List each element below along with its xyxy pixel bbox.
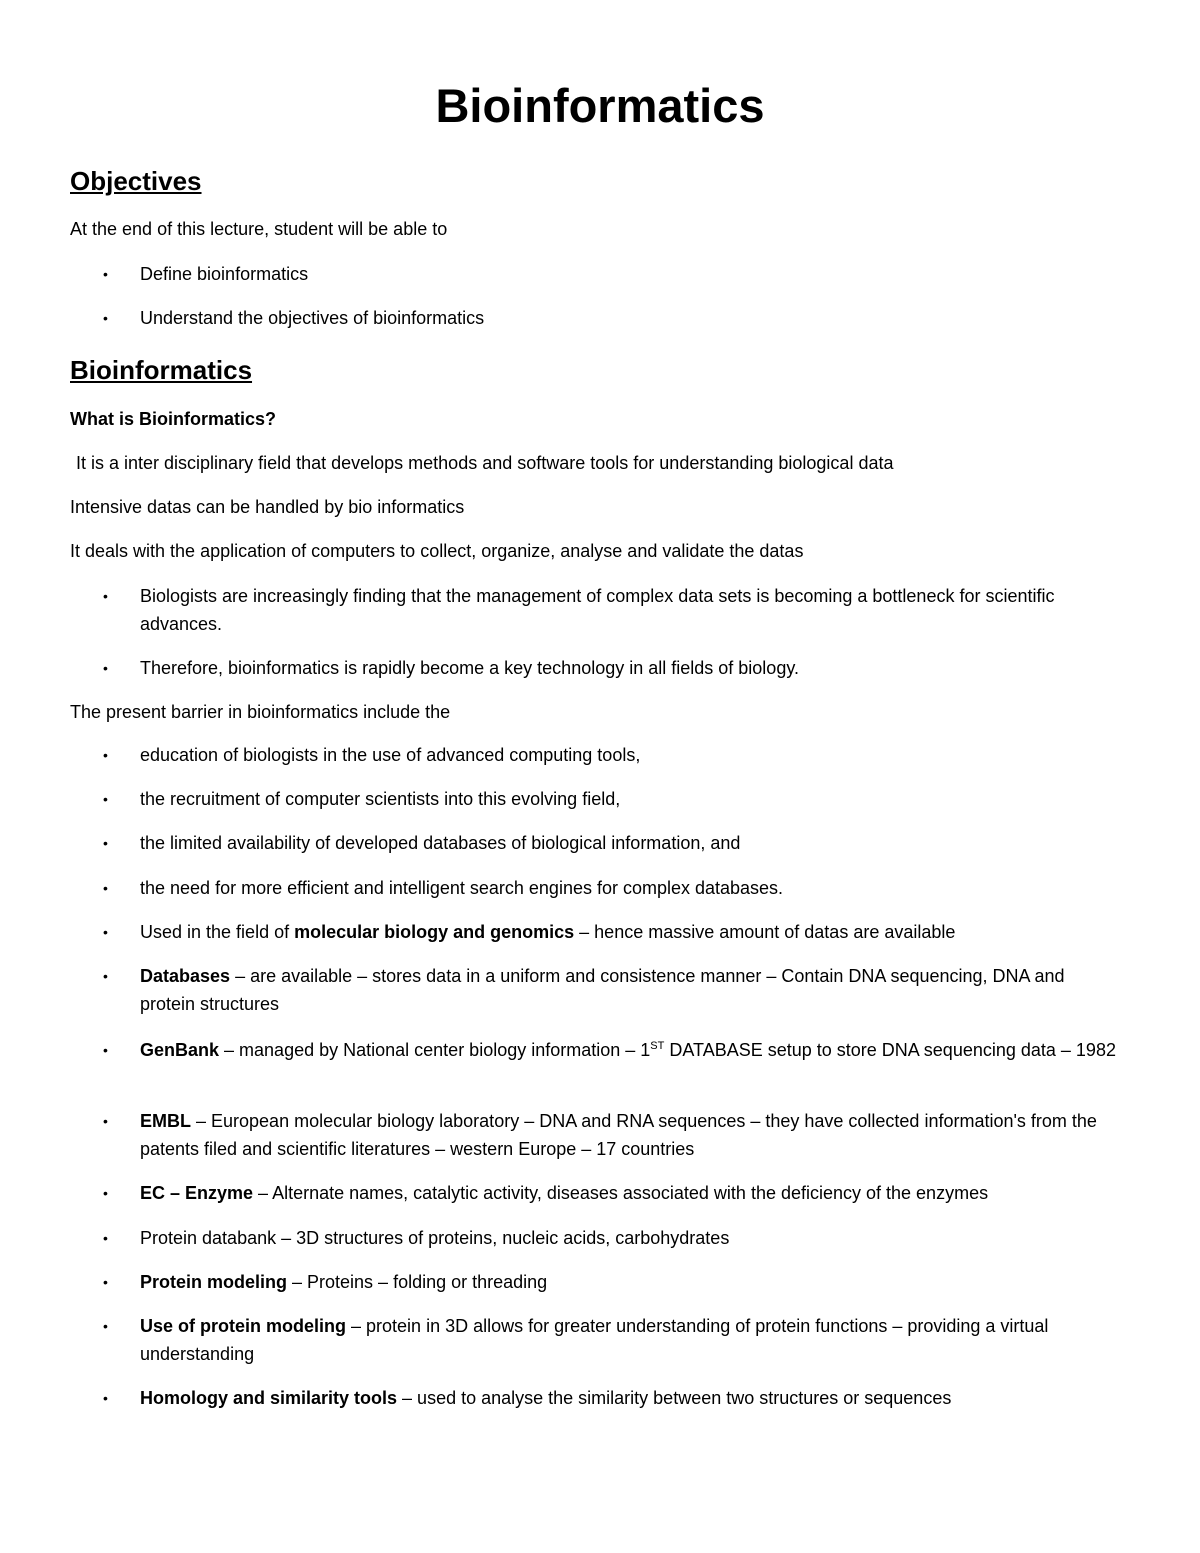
bullet-icon: • xyxy=(103,968,108,984)
bullet-icon: • xyxy=(103,1113,108,1129)
page-title: Bioinformatics xyxy=(435,79,765,132)
bullet-icon: • xyxy=(103,747,108,763)
document-page: Bioinformatics Objectives At the end of this lecture, student will be able to • Define bioinformatics • Understand the objectives of bioinformatics Bioinformatics What is Bioinformatics? It is a inter disciplinary field that develops methods and software tools for understanding biological data Intensive datas can be handled by bio informatics It deals with the application of computers to collect, organize, analyse and validate the datas • Biologists are increasingly finding that the management of complex data sets is becoming a bottleneck for scientific advances. • Therefore, bioinformatics is rapidly become a key technology in all fields of biology. The present barrier in bioinformatics include the • education of biologists in the use of advanced computing tools, • the recruitment of computer scientists into this evolving field, • the limited availability of developed databases of biological information, and • the need for more efficient and intelligent search engines for complex databases. • Used in the field of molecular biology and genomics – hence massive amount of datas are available • Databases – are available – stores data in a uniform and consistence manner – Contain DNA sequencing, DNA and protein structures • GenBank – managed by National center biology information – 1ST DATABASE setup to store DNA sequencing data – 1982 • EMBL – European molecular biology laboratory – DNA and RNA sequences – they have collected information's from the patents filed and scientific literatures – western Europe – 17 countries • EC – Enzyme – Alternate names, catalytic activity, diseases associated with the deficiency of the enzymes • Protein databank – 3D structures of proteins, nucleic acids, carbohydrates • Protein modeling – Proteins – folding or threading • Use of protein modeling – protein in 3D allows for greater understanding of protein functions – providing a virtual understanding • Homology and similarity tools – used to analyse the similarity between two structures or sequences xyxy=(0,0,1200,1553)
bullet-icon: • xyxy=(103,266,108,282)
bullet-icon: • xyxy=(103,791,108,807)
bullet-icon: • xyxy=(103,660,108,676)
bullet-icon: • xyxy=(103,1274,108,1290)
section-heading: Bioinformatics xyxy=(70,355,253,385)
bullet-icon: • xyxy=(103,588,108,604)
bullet-icon: • xyxy=(103,310,108,326)
bullet-icon: • xyxy=(103,835,108,851)
bullet-icon: • xyxy=(103,924,108,940)
bullet-icon: • xyxy=(103,1390,108,1406)
bullet-icon: • xyxy=(103,880,108,896)
paragraph: It is a inter disciplinary field that develops methods and software tools for understanding biological data xyxy=(76,453,894,473)
bullet-icon: • xyxy=(103,1318,108,1334)
paragraph: It deals with the application of computers to collect, organize, analyse and validate the datas xyxy=(70,541,804,561)
bullet-icon: • xyxy=(103,1042,108,1058)
paragraph: The present barrier in bioinformatics include the xyxy=(70,702,451,722)
question-heading: What is Bioinformatics? xyxy=(70,409,277,429)
bullet-icon: • xyxy=(103,1230,108,1246)
bullet-icon: • xyxy=(103,1185,108,1201)
objectives-heading: Objectives xyxy=(70,166,202,196)
objectives-intro: At the end of this lecture, student will be able to xyxy=(70,219,448,239)
paragraph: Intensive datas can be handled by bio informatics xyxy=(70,497,465,517)
